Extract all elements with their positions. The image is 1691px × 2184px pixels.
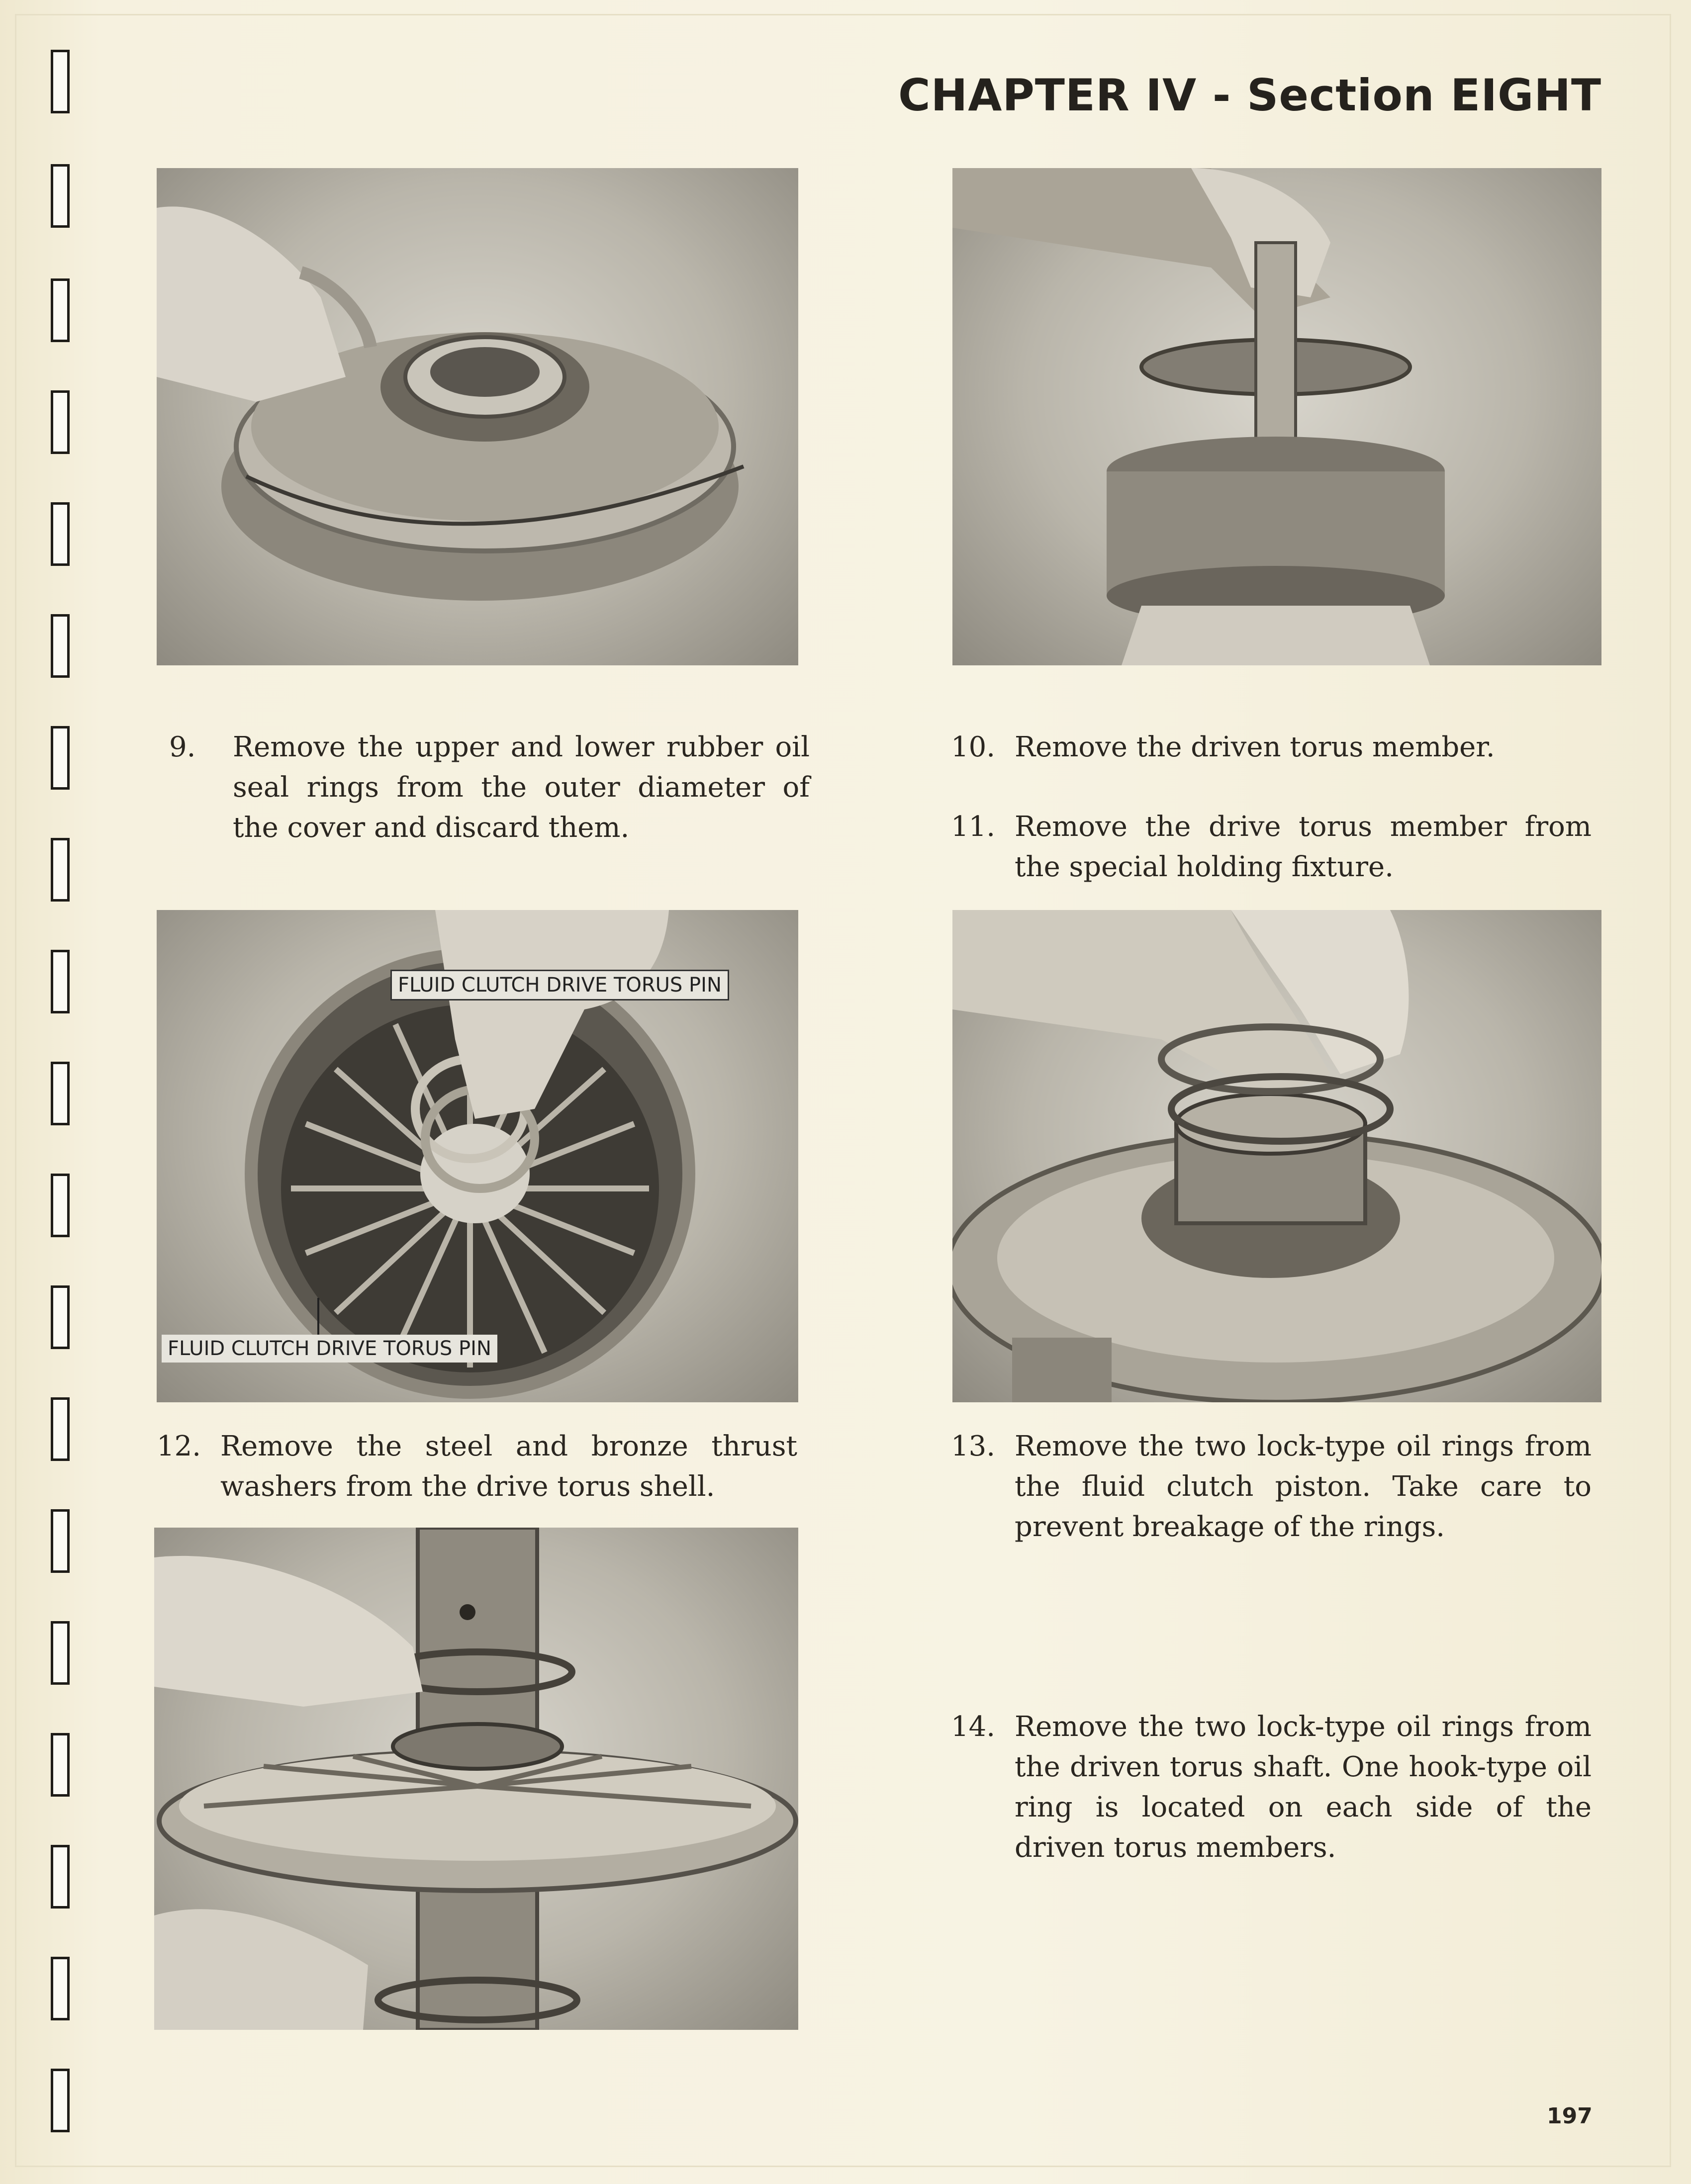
step-11 (951, 807, 1597, 891)
binding-hole (51, 726, 70, 790)
figure-14-photo (154, 1528, 798, 2030)
figure-9-photo (157, 168, 798, 665)
binding-hole (51, 390, 70, 454)
torus-pin-callout-bottom: FLUID CLUTCH DRIVE TORUS PIN (162, 1335, 497, 1363)
clutch-piston-rings-photo-icon (952, 910, 1601, 1402)
step-number: 9. (169, 731, 196, 763)
binding-hole (51, 1397, 70, 1461)
step-12 (157, 1426, 803, 1511)
step-number: 10. (951, 731, 996, 763)
step-13 (951, 1426, 1597, 1590)
binding-hole (51, 164, 70, 228)
step-10 (951, 727, 1597, 772)
driven-torus-removal-photo-icon (952, 168, 1601, 665)
step-text: Remove the driven torus member. (1015, 731, 1495, 763)
step-number: 14. (951, 1711, 996, 1743)
step-text: Remove the two lock-type oil rings from the driven torus shaft. One hook-type oil ring is located on each side of the driven torus members. (1015, 1711, 1592, 1864)
binding-hole (51, 1509, 70, 1573)
binding-hole (51, 1845, 70, 1909)
figure-10-photo (952, 168, 1601, 665)
step-text: Remove the two lock-type oil rings from the fluid clutch piston. Take care to prevent breakage of the rings. (1015, 1430, 1592, 1543)
binding-hole (51, 502, 70, 566)
figure-12-photo (157, 910, 798, 1402)
page-number: 197 (1547, 2103, 1593, 2129)
binding-hole (51, 1621, 70, 1685)
figure-13-photo (952, 910, 1601, 1402)
step-9 (169, 727, 816, 891)
step-14 (951, 1707, 1597, 1911)
step-number: 11. (951, 811, 996, 843)
torus-shaft-rings-photo-icon (154, 1528, 798, 2030)
binding-hole (51, 2069, 70, 2132)
binding-hole (51, 614, 70, 678)
step-text: Remove the drive torus member from the special holding fixture. (1015, 811, 1592, 883)
step-number: 12. (157, 1430, 201, 1462)
binding-hole (51, 1062, 70, 1125)
seal-ring-removal-photo-icon (157, 168, 798, 665)
binding-hole (51, 1733, 70, 1797)
step-number: 13. (951, 1430, 996, 1462)
binding-hole (51, 1174, 70, 1237)
binding-hole (51, 1957, 70, 2020)
binding-hole (51, 1285, 70, 1349)
step-text: Remove the steel and bronze thrust washers from the drive torus shell. (220, 1430, 797, 1503)
binding-hole (51, 950, 70, 1013)
binding-hole (51, 50, 70, 113)
binding-hole (51, 838, 70, 902)
chapter-title: CHAPTER IV - Section EIGHT (898, 70, 1601, 121)
torus-pin-callout-top: FLUID CLUTCH DRIVE TORUS PIN (390, 970, 729, 1001)
step-text: Remove the upper and lower rubber oil seal rings from the outer diameter of the cover and discard them. (233, 731, 810, 844)
binding-hole (51, 278, 70, 342)
